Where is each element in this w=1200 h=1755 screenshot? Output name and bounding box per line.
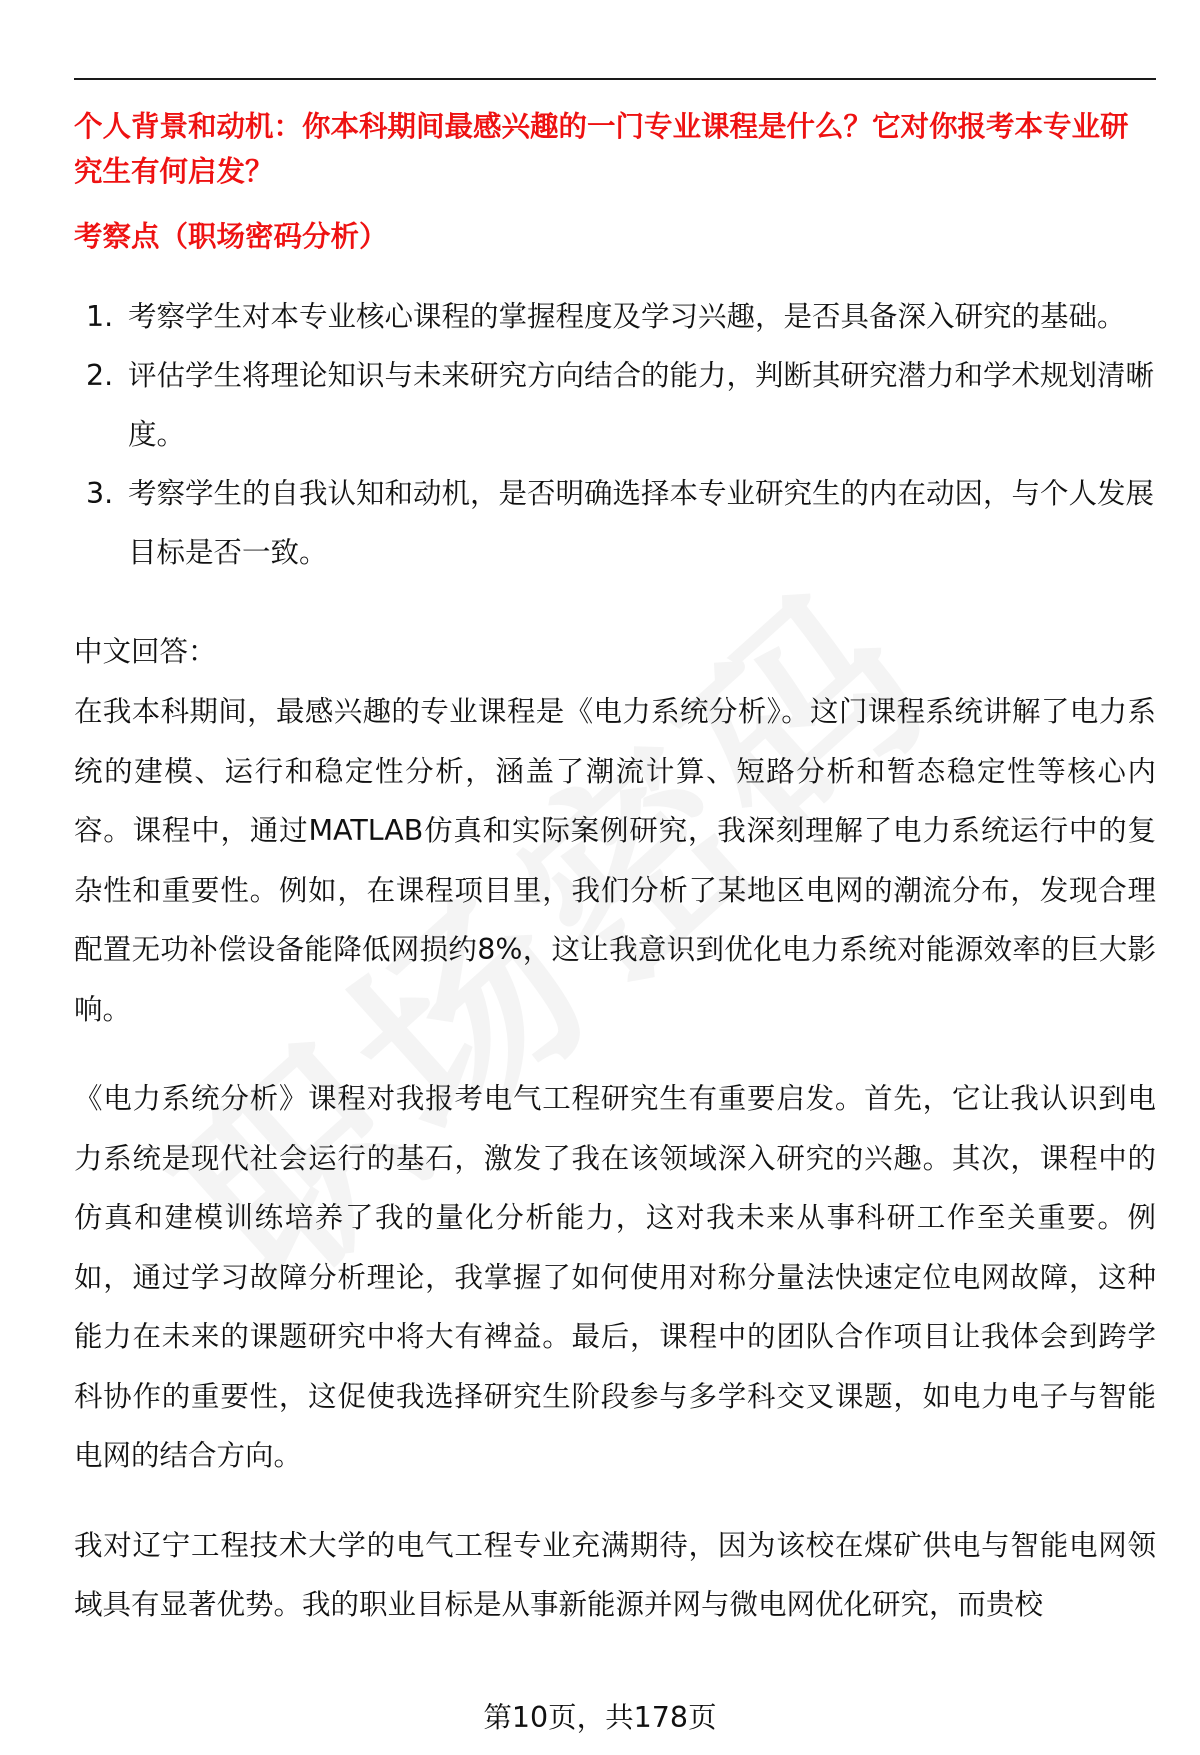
answer-paragraph-1: 在我本科期间，最感兴趣的专业课程是《电力系统分析》。这门课程系统讲解了电力系统的建模、运行和稳定性分析，涵盖了潮流计算、短路分析和暂态稳定性等核心内容。课程中，通过MATLAB仿真和实际案例研究，我深刻理解了电力系统运行中的复杂性和重要性。例如，在课程项目里，我们分析了某地区电网的潮流分布，发现合理配置无功补偿设备能降低网损约8%，这让我意识到优化电力系统对能源效率的巨大影响。 [74,695,1156,1026]
answer-paragraph-2: 《电力系统分析》课程对我报考电气工程研究生有重要启发。首先，它让我认识到电力系统是现代社会运行的基石，激发了我在该领域深入研究的兴趣。其次，课程中的仿真和建模训练培养了我的量化分析能力，这对我未来从事科研工作至关重要。例如，通过学习故障分析理论，我掌握了如何使用对称分量法快速定位电网故障，这种能力在未来的课题研究中将大有裨益。最后，课程中的团队合作项目让我体会到跨学科协作的重要性，这促使我选择研究生阶段参与多学科交叉课题，如电力电子与智能电网的结合方向。 [74,1082,1156,1472]
list-item-text: 考察学生的自我认知和动机，是否明确选择本专业研究生的内在动因，与个人发展目标是否一致。 [128,477,1155,569]
page-number: 第10页，共178页 [483,1701,717,1734]
list-item [74,464,1156,582]
list-item [74,346,1156,464]
list-item-number: 1. [86,300,114,333]
list-item-text: 评估学生将理论知识与未来研究方向结合的能力，判断其研究潜力和学术规划清晰度。 [128,359,1155,451]
page-content [74,104,1156,1635]
focus-heading: 考察点（职场密码分析） [74,220,388,253]
list-item-number: 3. [86,477,114,510]
answer-label: 中文回答： [74,635,217,668]
top-divider [74,78,1156,80]
list-item-text: 考察学生对本专业核心课程的掌握程度及学习兴趣，是否具备深入研究的基础。 [128,300,1126,333]
question-heading: 个人背景和动机：你本科期间最感兴趣的一门专业课程是什么？它对你报考本专业研究生有何启发？ [74,110,1129,188]
focus-points-list [74,287,1156,582]
list-item-number: 2. [86,359,114,392]
answer-paragraph-3: 我对辽宁工程技术大学的电气工程专业充满期待，因为该校在煤矿供电与智能电网领域具有显著优势。我的职业目标是从事新能源并网与微电网优化研究，而贵校 [74,1528,1156,1621]
list-item [74,287,1156,346]
